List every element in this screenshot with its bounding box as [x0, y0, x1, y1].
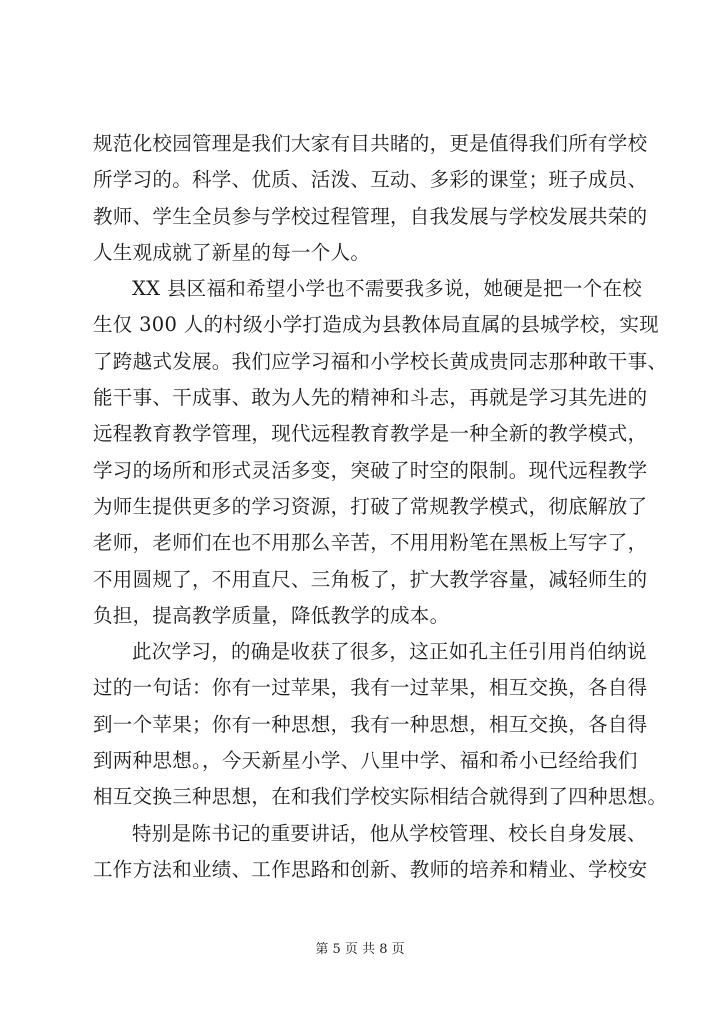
paragraph-first-line: 特别是陈书记的重要讲话，他从学校管理、校长自身发展、 [132, 821, 647, 845]
text-line: 所学习的。科学、优质、活泼、互动、多彩的课堂；班子成员、 [93, 168, 648, 192]
page-footer: 第 5 页 共 8 页 [315, 942, 405, 957]
text-line: 教师、学生全员参与学校过程管理，自我发展与学校发展共荣的 [93, 204, 648, 228]
text-line: 负担，提高教学质量，降低教学的成本。 [93, 603, 450, 627]
text-line: 不用圆规了，不用直尺、三角板了，扩大教学容量，减轻师生的 [93, 567, 648, 591]
body-text [93, 126, 668, 888]
text-line: 远程教育教学管理，现代远程教育教学是一种全新的教学模式， [93, 422, 648, 446]
text-line: 为师生提供更多的学习资源，打破了常规教学模式，彻底解放了 [93, 494, 648, 518]
text-line: 到两种思想。，今天新星小学、八里中学、福和希小已经给我们 [93, 749, 638, 773]
text-line: 工作方法和业绩、工作思路和创新、教师的培养和精业、学校安 [93, 857, 648, 881]
text-line: 相互交换三种思想，在和我们学校实际相结合就得到了四种思想。 [93, 785, 668, 809]
paragraph-first-line: 此次学习，的确是收获了很多，这正如孔主任引用肖伯纳说 [132, 640, 647, 664]
text-line: 能干事、干成事、敢为人先的精神和斗志，再就是学习其先进的 [93, 386, 648, 410]
text-line: 过的一句话：你有一过苹果，我有一过苹果，相互交换，各自得 [93, 676, 648, 700]
text-line: 人生观成就了新星的每一个人。 [93, 240, 371, 264]
paragraph-first-line: XX 县区福和希望小学也不需要我多说，她硬是把一个在校 [132, 277, 643, 301]
text-line: 学习的场所和形式灵活多变，突破了时空的限制。现代远程教学 [93, 458, 648, 482]
text-line: 到一个苹果；你有一种思想，我有一种思想，相互交换，各自得 [93, 712, 648, 736]
text-line: 老师，老师们在也不用那么辛苦，不用用粉笔在黑板上写字了， [93, 531, 648, 555]
text-line: 规范化校园管理是我们大家有目共睹的，更是值得我们所有学校 [93, 132, 648, 155]
text-line: 了跨越式发展。我们应学习福和小学校长黄成贵同志那种敢干事、 [93, 349, 668, 373]
text-line: 生仅 300 人的村级小学打造成为县教体局直属的县城学校，实现 [93, 313, 659, 337]
